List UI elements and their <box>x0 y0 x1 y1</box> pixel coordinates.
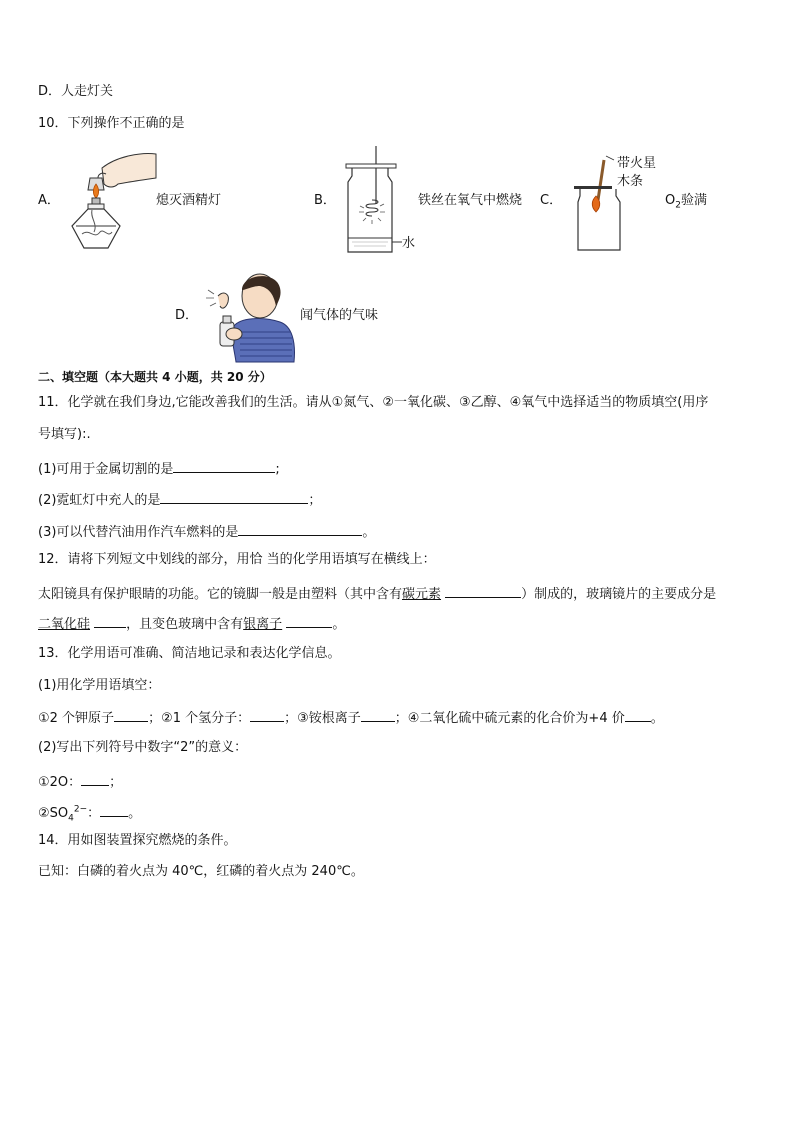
q9-option-d: D．人走灯关 <box>38 84 114 99</box>
q10-option-a-caption: 熄灭酒精灯 <box>156 193 222 208</box>
q10-option-a-letter: A． <box>38 193 60 208</box>
q10-stem: 10．下列操作不正确的是 <box>38 116 185 131</box>
q14-stem: 14．用如图装置探究燃烧的条件。 <box>38 833 237 848</box>
answer-blank[interactable] <box>445 584 521 598</box>
q12-stem: 12．请将下列短文中划线的部分，用恰 当的化学用语填写在横线上： <box>38 552 436 567</box>
answer-blank[interactable] <box>173 459 275 473</box>
answer-blank[interactable] <box>160 490 308 504</box>
q10-option-c-label-line2: 木条 <box>617 174 644 189</box>
q12-line1: 太阳镜具有保护眼睛的功能。它的镜脚一般是由塑料（其中含有碳元素 ）制成的，玻璃镜片的主要成分是 <box>38 584 716 603</box>
q10-option-b-letter: B． <box>314 193 336 208</box>
q11-stem-line1: 11．化学就在我们身边,它能改善我们的生活。请从①氮气、②一氧化碳、③乙醇、④氧气中选择适当的物质填空(用序 <box>38 395 709 410</box>
q11-part2: (2)霓虹灯中充人的是 ； <box>38 490 321 509</box>
q13-part2-item1: ①2O： ； <box>38 772 122 791</box>
answer-blank[interactable] <box>286 614 332 628</box>
answer-blank[interactable] <box>94 614 126 628</box>
q13-part2: (2)写出下列符号中数字“2”的意义： <box>38 740 248 755</box>
answer-blank[interactable] <box>361 708 395 722</box>
q13-part1: (1)用化学用语填空： <box>38 678 161 693</box>
q10-option-b-water-label: 水 <box>402 236 416 251</box>
q10-option-b-caption: 铁丝在氧气中燃烧 <box>418 193 523 208</box>
smelling-gas-illustration <box>200 266 296 364</box>
answer-blank[interactable] <box>625 708 651 722</box>
q13-part2-item2: $②SO_4^{2-}$： 。 <box>38 804 142 824</box>
answer-blank[interactable] <box>100 803 128 817</box>
q10-option-c-caption: $O_2$验满 <box>665 193 707 211</box>
q11-stem-line2: 号填写):. <box>38 427 91 442</box>
q12-line2: 二氧化硅 ，且变色玻璃中含有银离子 。 <box>38 614 345 633</box>
q13-stem: 13．化学用语可准确、简洁地记录和表达化学信息。 <box>38 646 341 661</box>
answer-blank[interactable] <box>250 708 284 722</box>
q13-part1-items: ①2 个钾原子 ；②1 个氢分子： ；③铵根离子 ；④二氧化硫中硫元素的化合价为+4 价 。 <box>38 708 664 727</box>
q10-option-d-letter: D． <box>175 308 199 323</box>
answer-blank[interactable] <box>238 522 362 536</box>
q11-part3: (3)可以代替汽油用作汽车燃料的是 。 <box>38 522 375 541</box>
section-heading-fill-in: 二、填空题（本大题共 4 小题，共 20 分） <box>38 370 272 384</box>
answer-blank[interactable] <box>81 772 109 786</box>
q10-option-d-caption: 闻气体的气味 <box>300 308 379 323</box>
q11-part1: (1)可用于金属切割的是 ; <box>38 459 280 478</box>
alcohol-lamp-cap-illustration <box>62 148 158 256</box>
answer-blank[interactable] <box>114 708 148 722</box>
q10-option-c-label-line1: 带火星 <box>617 156 657 171</box>
q10-option-c-letter: C． <box>540 193 563 208</box>
q14-known: 已知：白磷的着火点为 40℃，红磷的着火点为 240℃。 <box>38 864 364 879</box>
